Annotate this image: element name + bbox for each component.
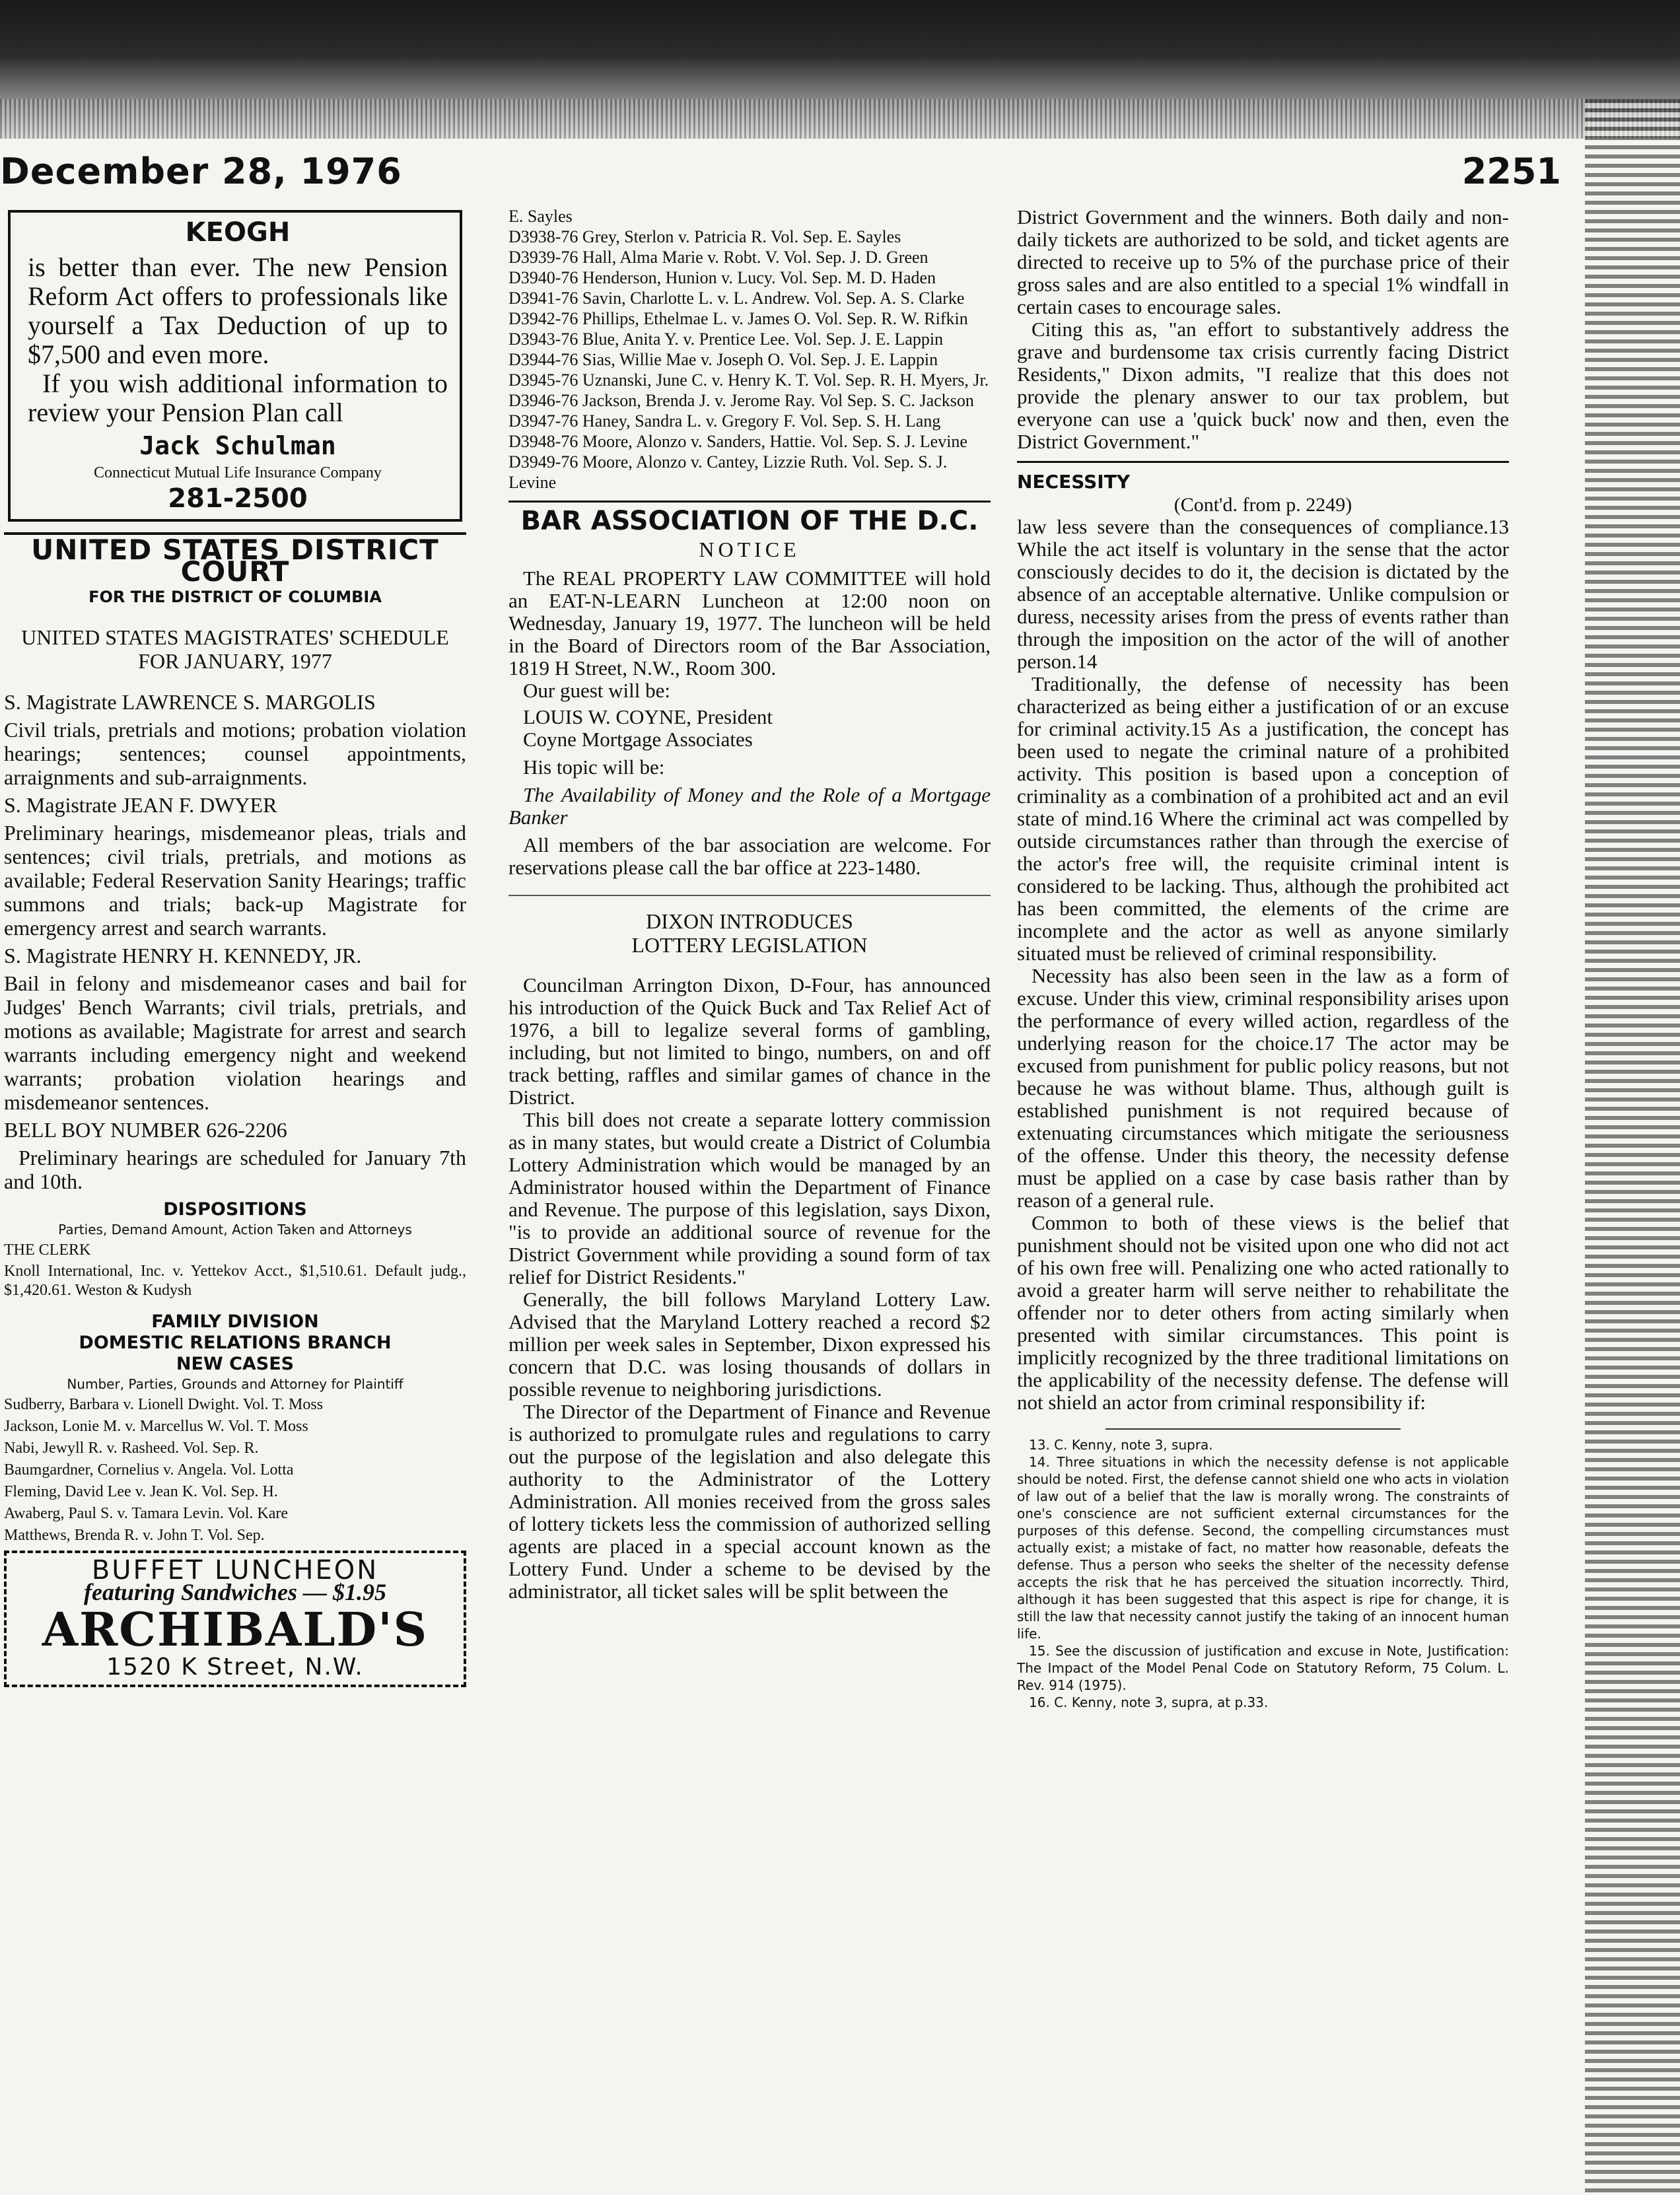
dixon-para-2: This bill does not create a separate lottery commission as in many states, but would create a District of Columbia Lottery Administration which would be managed by an Administrator housed within the Department of Finance and Revenue. The purpose of this legislation, says Dixon, "is to provide an additional source of revenue for the District Government while providing a sound form of tax relief for District Residents." (508, 1108, 991, 1288)
footnote-16: 16. C. Kenny, note 3, supra, at p.33. (1029, 1694, 1269, 1710)
new-cases-legend: Number, Parties, Grounds and Attorney for Plaintiff (67, 1376, 403, 1392)
footnote-14: 14. Three situations in which the necessity defense is not applicable should be noted. First, the defense cannot shield one who acts in violation of law out of a belief that the law is morally wrong. The constraints of one's conscience are not sufficient external circumstances for the purposes of this defense. Second, the compelling circumstances must actually exist; a mistake of fact, no matter how reasonable, defeats the defense. Thus a person who seeks the shelter of the necessity defense accepts the risk that he has perceived the situation incorrectly. Third, although it has been suggested that this aspect is ripe for change, it is still the law that necessity cannot justify the taking of an innocent human life. (1017, 1454, 1509, 1642)
magistrate-1-duties: Civil trials, pretrials and motions; probation violation hearings; sentences; counsel appointments, arraignments and sub-arraignments. (4, 718, 466, 789)
continued-note: (Cont'd. from p. 2249) (1173, 494, 1352, 516)
dixon-para-1: Councilman Arrington Dixon, D-Four, has announced his introduction of the Quick Buck and Tax Relief Act of 1976, a bill to legalize several forms of gambling, including, but not limited to bingo, numbers, on and off track betting, raffles and similar games of chance in the District. (508, 973, 991, 1109)
case-line: D3943-76 Blue, Anita Y. v. Prentice Lee. Vol. Sep. J. E. Lappin (508, 330, 944, 349)
column-middle (508, 206, 991, 1603)
case-entry: Awaberg, Paul S. v. Tamara Levin. Vol. Kare (4, 1505, 289, 1522)
keogh-ad (8, 210, 462, 522)
new-cases-title: NEW CASES (176, 1354, 295, 1374)
case-line: D3945-76 Uznanski, June C. v. Henry K. T. Vol. Sep. R. H. Myers, Jr. (508, 370, 989, 390)
necessity-title: NECESSITY (1017, 471, 1131, 493)
keogh-contact-name: Jack Schulman (139, 431, 336, 460)
magistrate-2-duties: Preliminary hearings, misdemeanor pleas, trials and sentences; civil trials, pretrials, and motions as available; Federal Reservation Sanity Hearings; traffic summons and trials; back-up Magistrate for emergency arrest and search warrants. (4, 821, 466, 940)
dispositions-title: DISPOSITIONS (163, 1199, 307, 1220)
magistrate-1-name: S. Magistrate LAWRENCE S. MARGOLIS (4, 690, 376, 714)
archibalds-logo: ARCHIBALD'S (42, 1602, 429, 1657)
case-entry: Nabi, Jewyll R. v. Rasheed. Vol. Sep. R. (4, 1440, 259, 1457)
keogh-phone: 281-2500 (168, 483, 308, 514)
topic-intro: His topic will be: (523, 755, 665, 779)
case-line: D3947-76 Haney, Sandra L. v. Gregory F. Vol. Sep. S. H. Lang (508, 411, 941, 431)
case-entry: Jackson, Lonie M. v. Marcellus W. Vol. T. Moss (4, 1418, 308, 1435)
magistrate-3-name: S. Magistrate HENRY H. KENNEDY, JR. (4, 944, 362, 967)
bar-notice-text: The REAL PROPERTY LAW COMMITTEE will hold an EAT-N-LEARN Luncheon at 12:00 noon on Wednesday, January 19, 1977. The luncheon will be held in the Board of Directors room of the Bar Association, 1819 H Street, N.W., Room 300. (508, 567, 991, 679)
necessity-para-4: Common to both of these views is the belief that punishment should not be visited upon one who did not act of his own free will. Penalizing one who acted rationally to avoid a greater harm will serve neither to rehabilitate the offender nor to deter others from acting similarly when presented with similar circumstances. This point is implicitly recognized by the three traditional limitations on the applicability of the necessity defense. The defense will not shield an actor from criminal responsibility if: (1017, 1211, 1509, 1414)
family-division-title: FAMILY DIVISION (151, 1311, 319, 1332)
topic-title: The Availability of Money and the Role of a Mortgage Banker (508, 783, 991, 829)
issue-date: December 28, 1976 (0, 151, 402, 192)
footnote-rule (1105, 1428, 1401, 1430)
keogh-body-2: If you wish additional information to review your Pension Plan call (28, 368, 448, 427)
case-line: D3940-76 Henderson, Hunion v. Lucy. Vol. Sep. M. D. Haden (508, 268, 936, 287)
case-line: D3939-76 Hall, Alma Marie v. Robt. V. Vol. Sep. J. D. Green (508, 248, 928, 267)
case-line: E. Sayles (508, 207, 573, 226)
prelim-note: Preliminary hearings are scheduled for January 7th and 10th. (4, 1146, 466, 1193)
case-entry: Fleming, David Lee v. Jean K. Vol. Sep. H. (4, 1483, 278, 1500)
case-line: D3938-76 Grey, Sterlon v. Patricia R. Vol. Sep. E. Sayles (508, 227, 901, 246)
page-number: 2251 (1461, 151, 1561, 192)
ad-line-2: featuring Sandwiches — $1.95 (83, 1579, 387, 1605)
guest-name: LOUIS W. COYNE, President (523, 705, 773, 728)
case-entry: Baumgardner, Cornelius v. Angela. Vol. Lotta (4, 1461, 294, 1479)
divider (508, 895, 991, 896)
dixon-headline (508, 909, 991, 957)
dixon-para-3: Generally, the bill follows Maryland Lottery Law. Advised that the Maryland Lottery reached a record $2 million per week sales in September, Dixon expressed his concern that D.C. was losing thousands of dollars in possible revenue to neighboring jurisdictions. (508, 1288, 991, 1401)
case-line: D3948-76 Moore, Alonzo v. Sanders, Hattie. Vol. Sep. S. J. Levine (508, 432, 967, 451)
ad-line-1: BUFFET LUNCHEON (91, 1555, 379, 1585)
case-line: D3941-76 Savin, Charlotte L. v. L. Andrew. Vol. Sep. A. S. Clarke (508, 289, 965, 308)
court-banner: UNITED STATES DISTRICT COURT (4, 532, 466, 582)
dixon-headline-1: DIXON INTRODUCES (646, 909, 853, 933)
column-right (1017, 206, 1509, 1711)
necessity-para-1: law less severe than the consequences of compliance.13 While the act itself is voluntary in the sense that the actor consciously decides to do it, the decision is dictated by the absence of an acceptable alternative. Unlike compulsion or duress, necessity arises from the press of events rather than through the imposition on the actor of the will of another person.14 (1017, 515, 1509, 673)
footnote-13: 13. C. Kenny, note 3, supra. (1029, 1437, 1213, 1453)
archibalds-ad (4, 1550, 466, 1687)
keogh-company: Connecticut Mutual Life Insurance Company (94, 464, 382, 481)
case-line: D3944-76 Sias, Willie Mae v. Joseph O. Vol. Sep. J. E. Lappin (508, 350, 938, 369)
court-subbanner: FOR THE DISTRICT OF COLUMBIA (88, 588, 382, 606)
notice-heading: NOTICE (699, 538, 800, 561)
dixon-headline-2: LOTTERY LEGISLATION (631, 933, 868, 957)
scan-edge-top (0, 0, 1680, 139)
case-entry: Sudberry, Barbara v. Lionell Dwight. Vol. T. Moss (4, 1396, 324, 1413)
schedule-title: UNITED STATES MAGISTRATES' SCHEDULE FOR JANUARY, 1977 (21, 625, 449, 673)
necessity-para-2: Traditionally, the defense of necessity has been characterized as being either a justification of or an excuse for criminal activity.15 As a justification, the concept has been used to negate the criminal nature of a prohibited activity. This position is based upon a conception of criminality as a combination of a prohibited act and an evil state of mind.16 Where the criminal act was compelled by outside circumstances rather than through the exercise of the actor's free will, the requisite criminal intent is considered to be lacking. Thus, although the prohibited act has been committed, the elements of the crime are incomplete and the actor as well as anyone similarly situated must be relieved of criminal responsibility. (1017, 672, 1509, 965)
dixon-para-4: The Director of the Department of Finance and Revenue is authorized to promulgate rules and regulations to carry out the purpose of the legislation and also delegate this authority to the Administrator of the Lottery Administration. All monies received from the gross sales of lottery tickets less the commission of authorized selling agents are placed in a special account known as the Lottery Fund. Under a scheme to be devised by the administrator, all ticket sales will be split between the (508, 1400, 991, 1603)
guest-intro: Our guest will be: (523, 679, 670, 702)
column-left (4, 206, 466, 1687)
divider (508, 501, 991, 503)
domestic-relations-title: DOMESTIC RELATIONS BRANCH (79, 1333, 392, 1353)
necessity-para-3: Necessity has also been seen in the law as a form of excuse. Under this view, criminal responsibility arises upon the performance of every willed action, regardless of the underlying reason for the choice.17 The actor may be excused from punishment for public policy reasons, but not because he was without blame. Thus, although guilt is established punishment is not required because of extenuating circumstances which mitigate the seriousness of the offense. Under this theory, the necessity defense must be applied on a case by case basis rather than by reason of a general rule. (1017, 964, 1509, 1212)
case-line: D3949-76 Moore, Alonzo v. Cantey, Lizzie Ruth. Vol. Sep. S. J. Levine (508, 452, 948, 492)
keogh-body-1: is better than ever. The new Pension Reform Act offers to professionals like yourself a Tax Deduction of up to $7,500 and even more. (28, 252, 448, 369)
page-header (0, 151, 1680, 197)
case-entry: Matthews, Brenda R. v. John T. Vol. Sep. (4, 1527, 265, 1544)
dispositions-legend: Parties, Demand Amount, Action Taken and Attorneys (58, 1222, 412, 1237)
ad-address: 1520 K Street, N.W. (106, 1654, 364, 1681)
footnote-15: 15. See the discussion of justification and excuse in Note, Justification: The Impact of the Model Penal Code on Statutory Reform, 75 Colum. L. Rev. 914 (1975). (1017, 1643, 1509, 1693)
case-line: D3942-76 Phillips, Ethelmae L. v. James O. Vol. Sep. R. W. Rifkin (508, 309, 968, 328)
disposition-entry: Knoll International, Inc. v. Yettekov Acct., $1,510.61. Default judg., $1,420.61. Weston & Kudysh (4, 1263, 466, 1299)
scan-edge-right (1585, 99, 1680, 2195)
divider (1017, 461, 1509, 463)
dixon-para-5: District Government and the winners. Both daily and non-daily tickets are authorized to be sold, and ticket agents are directed to receive up to 5% of the purchase price of their gross sales and are also entitled to a special 1% windfall in certain cases to encourage sales. (1017, 205, 1509, 318)
case-line: D3946-76 Jackson, Brenda J. v. Jerome Ray. Vol Sep. S. C. Jackson (508, 391, 974, 410)
clerk-heading: THE CLERK (4, 1241, 91, 1259)
bar-reservations: All members of the bar association are welcome. For reservations please call the bar office at 223-1480. (508, 833, 991, 879)
guest-company: Coyne Mortgage Associates (523, 728, 753, 751)
keogh-title: KEOGH (185, 217, 291, 248)
dixon-para-6: Citing this as, "an effort to substantively address the grave and burdensome tax crisis currently facing District Residents," Dixon admits, "I realize that this does not provide the plenary answer to our tax problem, but everyone can use a 'quick buck' now and then, even the District Government." (1017, 318, 1509, 453)
bar-association-banner: BAR ASSOCIATION OF THE D.C. (520, 506, 979, 536)
magistrate-2-name: S. Magistrate JEAN F. DWYER (4, 793, 277, 817)
bell-boy-number: BELL BOY NUMBER 626-2206 (4, 1118, 287, 1142)
magistrate-3-duties: Bail in felony and misdemeanor cases and bail for Judges' Bench Warrants; civil trials, pretrials, and motions as available; Magistrate for arrest and search warrants including emergency night and weekend warrants; probation violation hearings and misdemeanor sentences. (4, 971, 466, 1114)
